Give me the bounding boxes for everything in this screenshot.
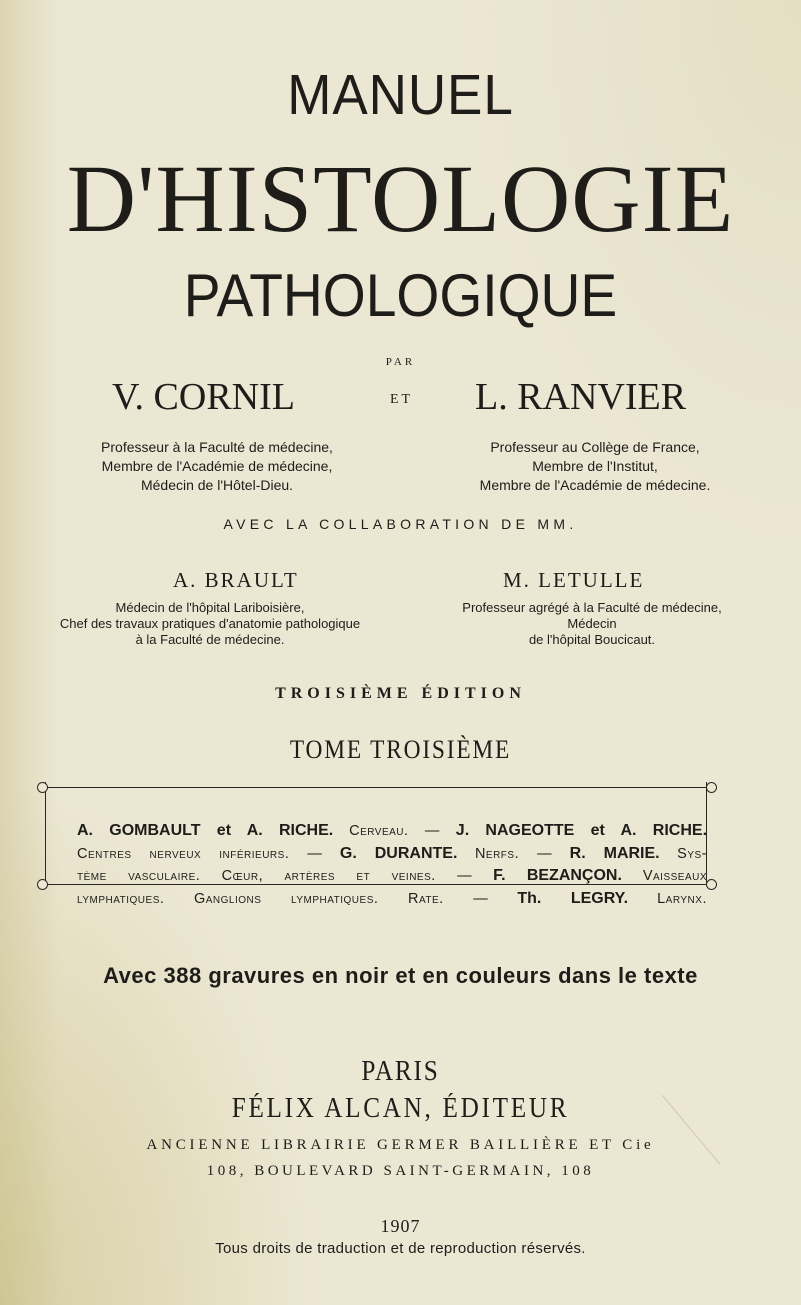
contents-subject: Vaisseaux xyxy=(642,868,708,884)
contents-line xyxy=(77,820,707,843)
contents-authors: F. BEZANÇON. xyxy=(493,867,622,884)
par-label: PAR xyxy=(385,356,416,368)
credential-line: Médecin de l'hôpital Lariboisière, xyxy=(115,600,305,615)
credential-line: Professeur au Collège de France, xyxy=(490,439,700,455)
contents-subject: tème vasculaire. Cœur, artères et veines. — xyxy=(77,868,473,884)
rights-notice: Tous droits de traduction et de reproduction réservés. xyxy=(215,1240,586,1257)
contents-authors: Th. LEGRY. xyxy=(517,889,629,907)
credential-line: Membre de l'Académie de médecine, xyxy=(101,458,333,474)
credential-line: Professeur à la Faculté de médecine, xyxy=(101,439,333,455)
contents-subject: Cerveau. — xyxy=(349,823,440,839)
contents-line xyxy=(77,843,707,866)
contents-block xyxy=(77,820,707,910)
credential-line: Membre de l'Académie de médecine. xyxy=(479,477,711,493)
contents-authors: A. GOMBAULT et A. RICHE. xyxy=(77,822,334,839)
credential-line: Médecin xyxy=(567,616,617,631)
credential-line: à la Faculté de médecine. xyxy=(135,632,285,647)
edition-label: TROISIÈME ÉDITION xyxy=(275,685,526,702)
publisher-name: FÉLIX ALCAN, ÉDITEUR xyxy=(231,1093,570,1124)
ornament-ring-icon xyxy=(37,879,48,890)
credential-line: Chef des travaux pratiques d'anatomie pathologique xyxy=(59,616,361,631)
publisher-former-name: ANCIENNE LIBRAIRIE GERMER BAILLIÈRE ET Cie xyxy=(146,1137,655,1153)
contents-subject: Centres nerveux inférieurs. — xyxy=(77,845,323,862)
title-manuel: MANUEL xyxy=(287,63,514,127)
credential-line: Membre de l'Institut, xyxy=(532,458,658,474)
ornament-ring-icon xyxy=(706,782,717,793)
author-left-name: V. CORNIL xyxy=(112,376,295,418)
ornament-ring-icon xyxy=(706,879,717,890)
contents-line xyxy=(77,888,707,911)
collaborator-right-name: M. LETULLE xyxy=(503,568,645,592)
tome-label: TOME TROISIÈME xyxy=(289,735,512,764)
contents-subject: Sys- xyxy=(677,845,707,862)
author-right-credentials xyxy=(445,438,745,495)
frame-left-rule xyxy=(45,782,46,883)
credential-line: Médecin de l'Hôtel-Dieu. xyxy=(140,477,294,493)
collaborator-left-name: A. BRAULT xyxy=(173,568,299,592)
publisher-address: 108, BOULEVARD SAINT-GERMAIN, 108 xyxy=(206,1163,595,1179)
credential-line: de l'hôpital Boucicaut. xyxy=(528,632,656,647)
gravures-note: Avec 388 gravures en noir et en couleurs dans le texte xyxy=(103,963,698,988)
ornament-ring-icon xyxy=(37,782,48,793)
contents-line xyxy=(77,865,707,888)
frame-top-rule xyxy=(41,787,713,788)
title-pathologique: PATHOLOGIQUE xyxy=(183,262,618,329)
collaborator-left-credentials xyxy=(40,600,380,648)
contents-subject: Nerfs. — xyxy=(474,845,553,862)
authors-conjunction: ET xyxy=(390,392,414,407)
contents-authors: J. NAGEOTTE et A. RICHE. xyxy=(455,822,708,839)
credential-line: Professeur agrégé à la Faculté de médecine, xyxy=(462,600,722,615)
publisher-city: PARIS xyxy=(361,1056,440,1087)
contents-subject: lymphatiques. Ganglions lymphatiques. Rate. — xyxy=(77,890,489,907)
contents-authors: R. MARIE. xyxy=(569,844,660,862)
contents-authors: G. DURANTE. xyxy=(339,844,458,862)
title-histologie: D'HISTOLOGIE xyxy=(66,145,735,252)
contents-subject: Larynx. xyxy=(657,890,707,907)
author-left-credentials xyxy=(67,438,367,495)
collaboration-heading: AVEC LA COLLABORATION DE MM. xyxy=(223,516,578,532)
author-right-name: L. RANVIER xyxy=(475,376,687,418)
publication-year: 1907 xyxy=(380,1216,421,1236)
collaborator-right-credentials xyxy=(412,600,772,648)
